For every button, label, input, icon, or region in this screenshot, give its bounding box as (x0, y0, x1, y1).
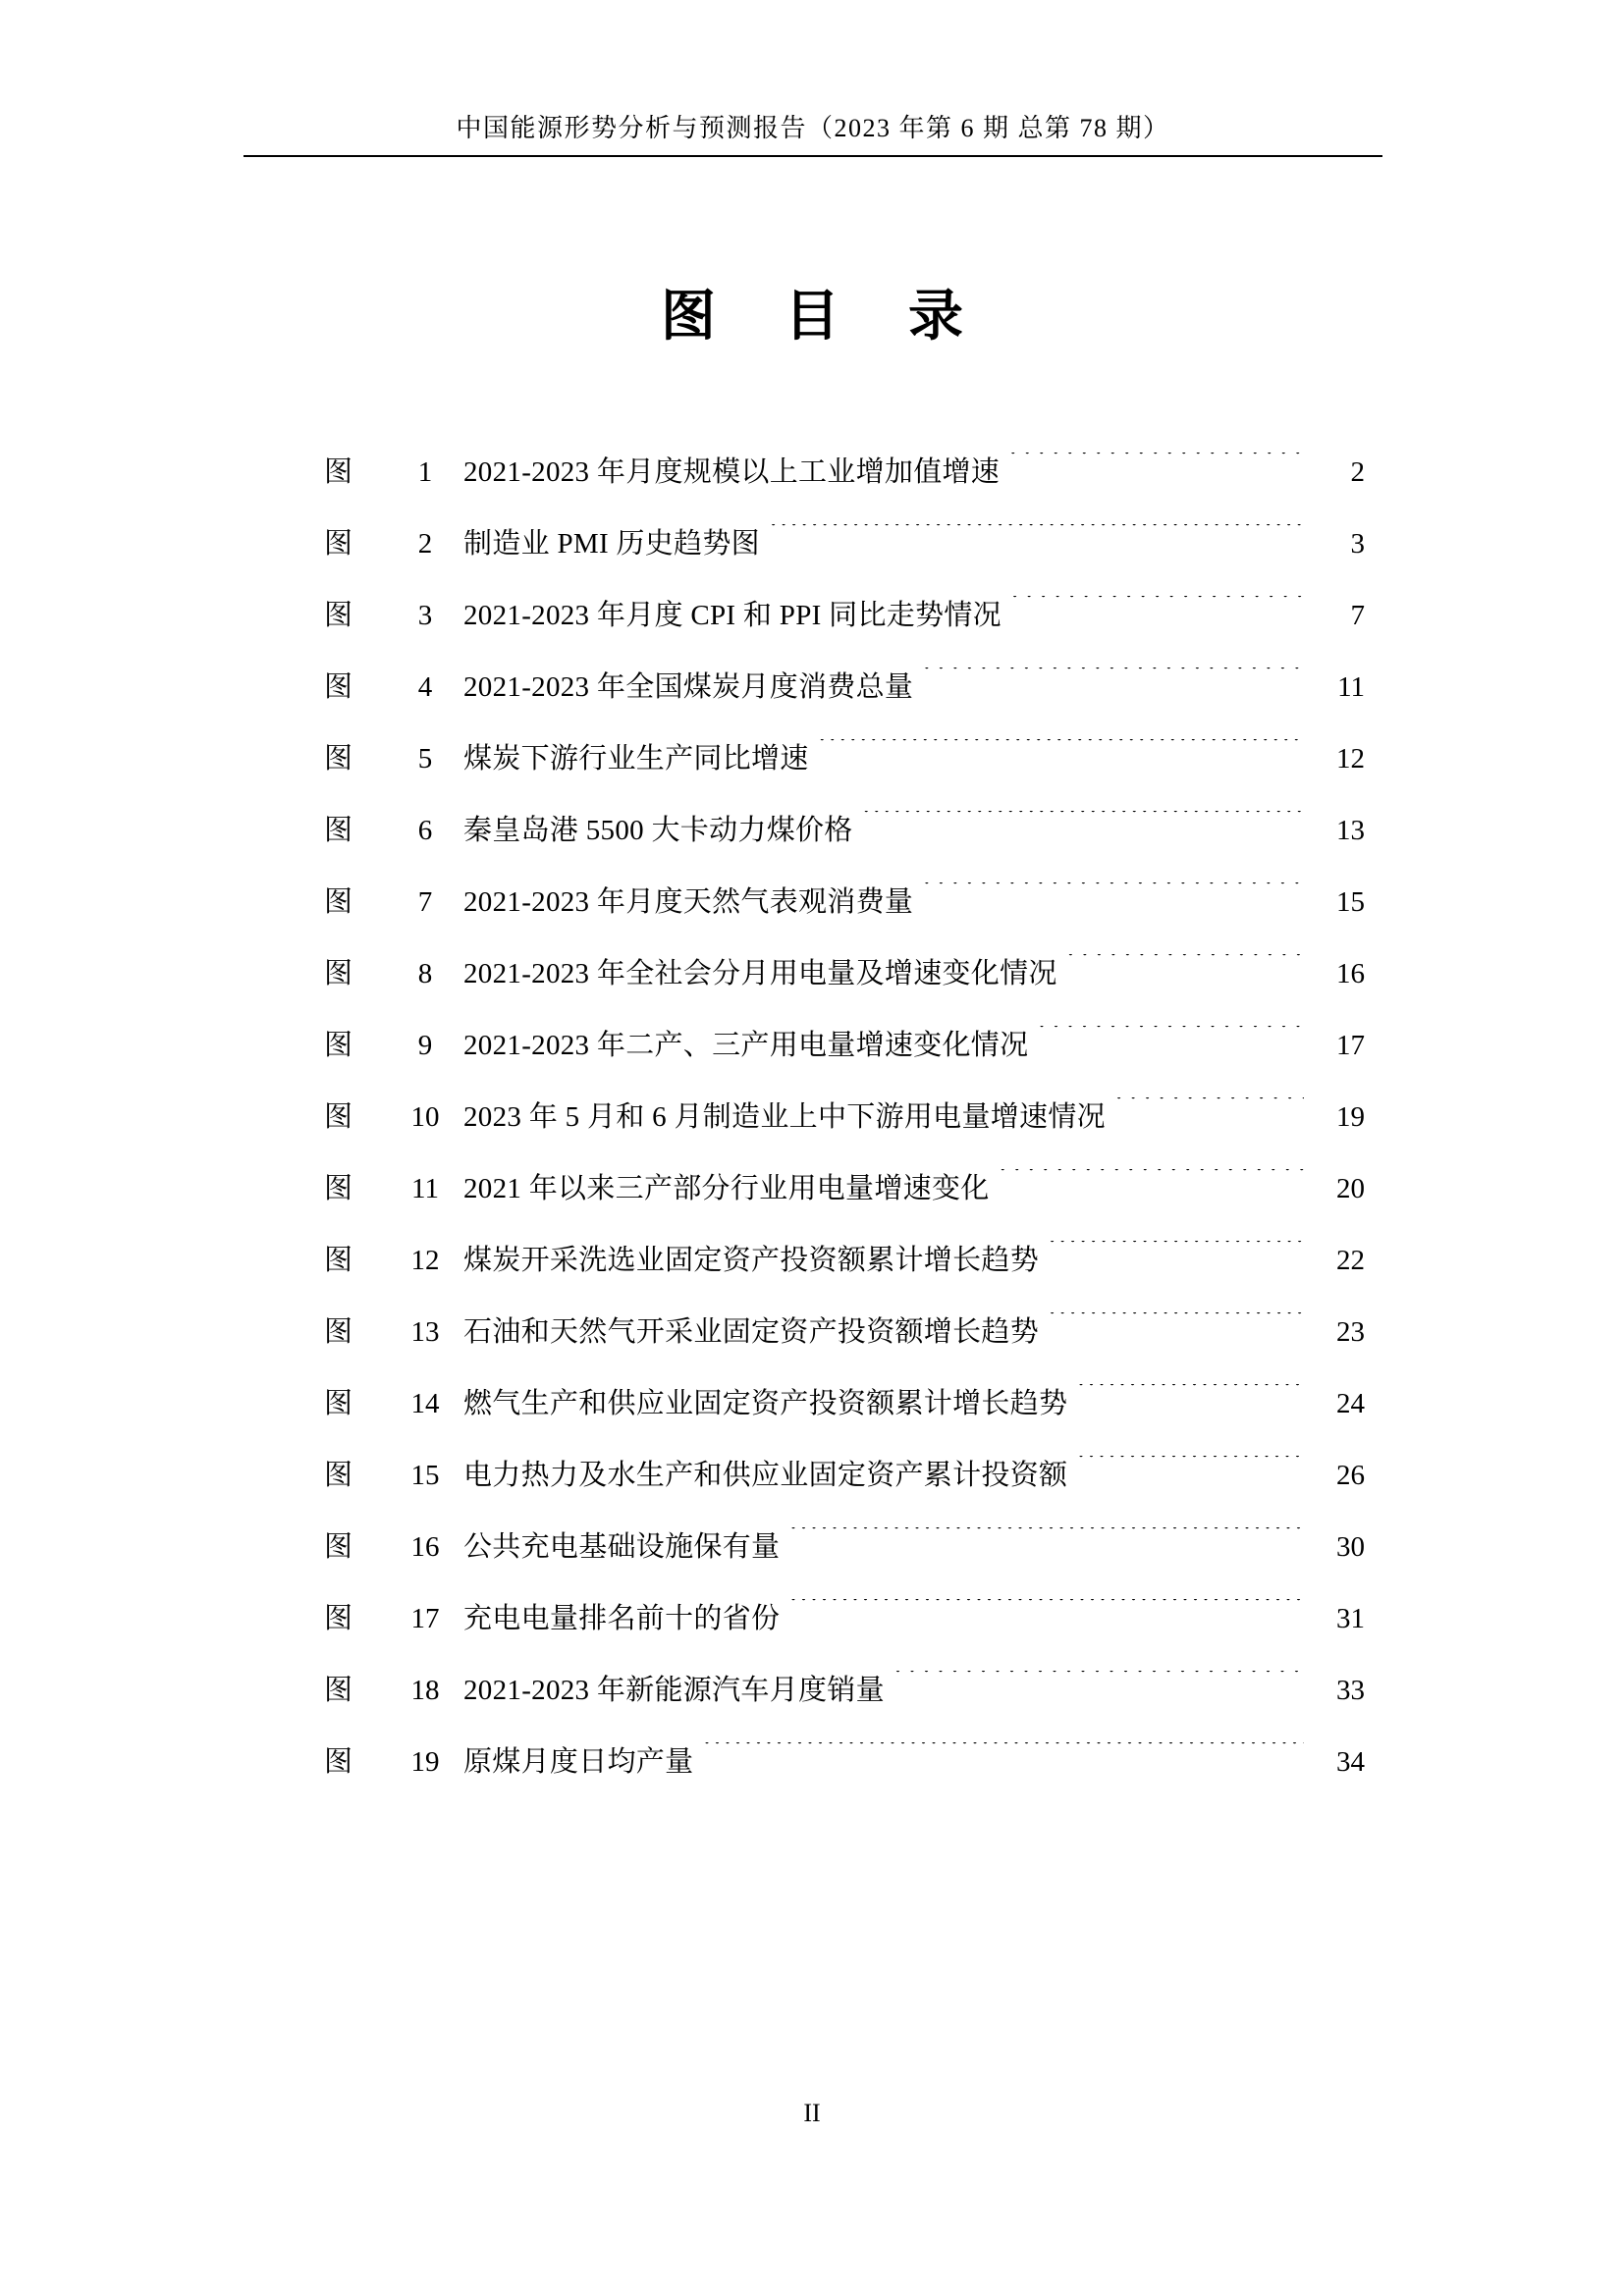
toc-entry-label: 图 (324, 1603, 353, 1634)
toc-entry-title: 公共充电基础设施保有量 (463, 1531, 781, 1563)
toc-leader-dots (1038, 1026, 1304, 1054)
toc-entry-title: 2021-2023 年全社会分月用电量及增速变化情况 (463, 958, 1057, 989)
toc-leader-dots (1000, 1169, 1304, 1198)
toc-entry-page: 17 (1336, 1030, 1365, 1061)
toc-entry[interactable] (324, 1727, 1365, 1798)
toc-entry-number: 6 (417, 815, 433, 846)
toc-entry-number: 7 (417, 886, 433, 918)
toc-leader-dots (1049, 1241, 1304, 1269)
toc-entry[interactable] (324, 508, 1365, 580)
toc-entry-title: 2021-2023 年全国煤炭月度消费总量 (463, 671, 914, 703)
toc-entry[interactable] (324, 437, 1365, 508)
toc-entry-page: 16 (1336, 958, 1365, 989)
toc-entry[interactable] (324, 1655, 1365, 1727)
toc-entry-label: 图 (324, 1030, 353, 1061)
header-divider (244, 155, 1382, 157)
toc-entry-label: 图 (324, 1101, 353, 1133)
toc-entry-number: 2 (417, 528, 433, 560)
toc-leader-dots (1077, 1384, 1304, 1413)
toc-entry[interactable] (324, 652, 1365, 723)
toc-entry[interactable] (324, 1010, 1365, 1082)
page-footer (0, 2099, 1624, 2128)
toc-leader-dots (789, 1527, 1304, 1556)
toc-entry-number: 10 (410, 1101, 440, 1133)
toc-leader-dots (1067, 954, 1304, 983)
toc-entry[interactable] (324, 580, 1365, 652)
toc-entry[interactable] (324, 938, 1365, 1010)
toc-entry[interactable] (324, 795, 1365, 867)
toc-entry-page: 22 (1336, 1245, 1365, 1276)
toc-leader-dots (1077, 1456, 1304, 1484)
toc-entry-label: 图 (324, 1460, 353, 1491)
toc-entry-number: 3 (417, 600, 433, 631)
toc-leader-dots (789, 1599, 1304, 1628)
toc-entry-label: 图 (324, 456, 353, 488)
toc-entry-title: 充电电量排名前十的省份 (463, 1603, 781, 1634)
toc-entry-number: 12 (410, 1245, 440, 1276)
toc-entry[interactable] (324, 1440, 1365, 1512)
toc-leader-dots (1049, 1312, 1304, 1341)
toc-entry-page: 20 (1336, 1173, 1365, 1204)
toc-entry-page: 12 (1336, 743, 1365, 774)
toc-entry-page: 15 (1336, 886, 1365, 918)
toc-entry[interactable] (324, 1082, 1365, 1153)
toc-leader-dots (863, 811, 1304, 839)
running-header (244, 108, 1382, 144)
toc-leader-dots (894, 1671, 1304, 1699)
toc-entry-title: 2023 年 5 月和 6 月制造业上中下游用电量增速情况 (463, 1101, 1106, 1133)
toc-entry-page: 19 (1336, 1101, 1365, 1133)
toc-entry[interactable] (324, 1225, 1365, 1297)
toc-entry-label: 图 (324, 1746, 353, 1778)
toc-entry-label: 图 (324, 1316, 353, 1348)
toc-entry-title: 2021-2023 年月度 CPI 和 PPI 同比走势情况 (463, 600, 1001, 631)
toc-entry-number: 19 (410, 1746, 440, 1778)
toc-leader-dots (819, 739, 1304, 768)
toc-entry-title: 2021 年以来三产部分行业用电量增速变化 (463, 1173, 990, 1204)
toc-entry-page: 34 (1336, 1746, 1365, 1778)
toc-leader-dots (923, 667, 1304, 696)
toc-entry-label: 图 (324, 815, 353, 846)
toc-entry-label: 图 (324, 528, 353, 560)
toc-entry-page: 11 (1337, 671, 1365, 703)
toc-entry[interactable] (324, 1512, 1365, 1583)
toc-entry-page: 3 (1350, 528, 1365, 560)
toc-entry-label: 图 (324, 671, 353, 703)
toc-entry-title: 原煤月度日均产量 (463, 1746, 694, 1778)
toc-leader-dots (923, 882, 1304, 911)
toc-entry-number: 9 (417, 1030, 433, 1061)
toc-entry[interactable] (324, 867, 1365, 938)
toc-entry-label: 图 (324, 1245, 353, 1276)
toc-entry-number: 4 (417, 671, 433, 703)
toc-entry-number: 5 (417, 743, 433, 774)
toc-entry-page: 2 (1350, 456, 1365, 488)
toc-entry-title: 2021-2023 年二产、三产用电量增速变化情况 (463, 1030, 1029, 1061)
toc-entry-label: 图 (324, 1173, 353, 1204)
toc-leader-dots (1009, 453, 1304, 481)
toc-entry-title: 秦皇岛港 5500 大卡动力煤价格 (463, 815, 853, 846)
toc-entry-number: 15 (410, 1460, 440, 1491)
toc-entry[interactable] (324, 1297, 1365, 1368)
toc-entry-number: 18 (410, 1675, 440, 1706)
toc-entry-title: 石油和天然气开采业固定资产投资额增长趋势 (463, 1316, 1040, 1348)
toc-entry-number: 17 (410, 1603, 440, 1634)
toc-leader-dots (703, 1742, 1304, 1771)
toc-entry-title: 制造业 PMI 历史趋势图 (463, 528, 760, 560)
toc-entry-page: 31 (1336, 1603, 1365, 1634)
toc-entry[interactable] (324, 1583, 1365, 1655)
toc-entry-page: 26 (1336, 1460, 1365, 1491)
toc-entry-label: 图 (324, 886, 353, 918)
toc-entry-title: 燃气生产和供应业固定资产投资额累计增长趋势 (463, 1388, 1068, 1419)
toc-entry-page: 24 (1336, 1388, 1365, 1419)
toc-entry-label: 图 (324, 743, 353, 774)
toc-leader-dots (1011, 596, 1304, 624)
toc-entry-title: 2021-2023 年月度规模以上工业增加值增速 (463, 456, 1001, 488)
toc-entry-label: 图 (324, 1531, 353, 1563)
toc-leader-dots (770, 524, 1304, 553)
toc-entry-label: 图 (324, 958, 353, 989)
toc-entry-number: 11 (411, 1173, 439, 1204)
toc-entry-number: 1 (417, 456, 433, 488)
toc-entry-label: 图 (324, 1388, 353, 1419)
toc-entry[interactable] (324, 723, 1365, 795)
footer-page-number: II (803, 2099, 821, 2127)
toc-entry-title: 2021-2023 年月度天然气表观消费量 (463, 886, 914, 918)
toc-entry-number: 13 (410, 1316, 440, 1348)
page-title: 图 目 录 (661, 287, 991, 347)
toc-entry[interactable] (324, 1153, 1365, 1225)
toc-entry-page: 13 (1336, 815, 1365, 846)
toc-entry[interactable] (324, 1368, 1365, 1440)
toc-entry-number: 14 (410, 1388, 440, 1419)
toc-entry-number: 8 (417, 958, 433, 989)
table-of-contents (324, 437, 1365, 1798)
toc-entry-label: 图 (324, 600, 353, 631)
toc-entry-page: 23 (1336, 1316, 1365, 1348)
toc-entry-page: 33 (1336, 1675, 1365, 1706)
toc-entry-title: 2021-2023 年新能源汽车月度销量 (463, 1675, 885, 1706)
toc-entry-page: 30 (1336, 1531, 1365, 1563)
toc-entry-page: 7 (1350, 600, 1365, 631)
toc-leader-dots (1115, 1097, 1304, 1126)
toc-entry-title: 电力热力及水生产和供应业固定资产累计投资额 (463, 1460, 1068, 1491)
toc-entry-number: 16 (410, 1531, 440, 1563)
running-header-text: 中国能源形势分析与预测报告（2023 年第 6 期 总第 78 期） (456, 114, 1170, 142)
toc-entry-title: 煤炭下游行业生产同比增速 (463, 743, 809, 774)
toc-entry-title: 煤炭开采洗选业固定资产投资额累计增长趋势 (463, 1245, 1040, 1276)
toc-entry-label: 图 (324, 1675, 353, 1706)
